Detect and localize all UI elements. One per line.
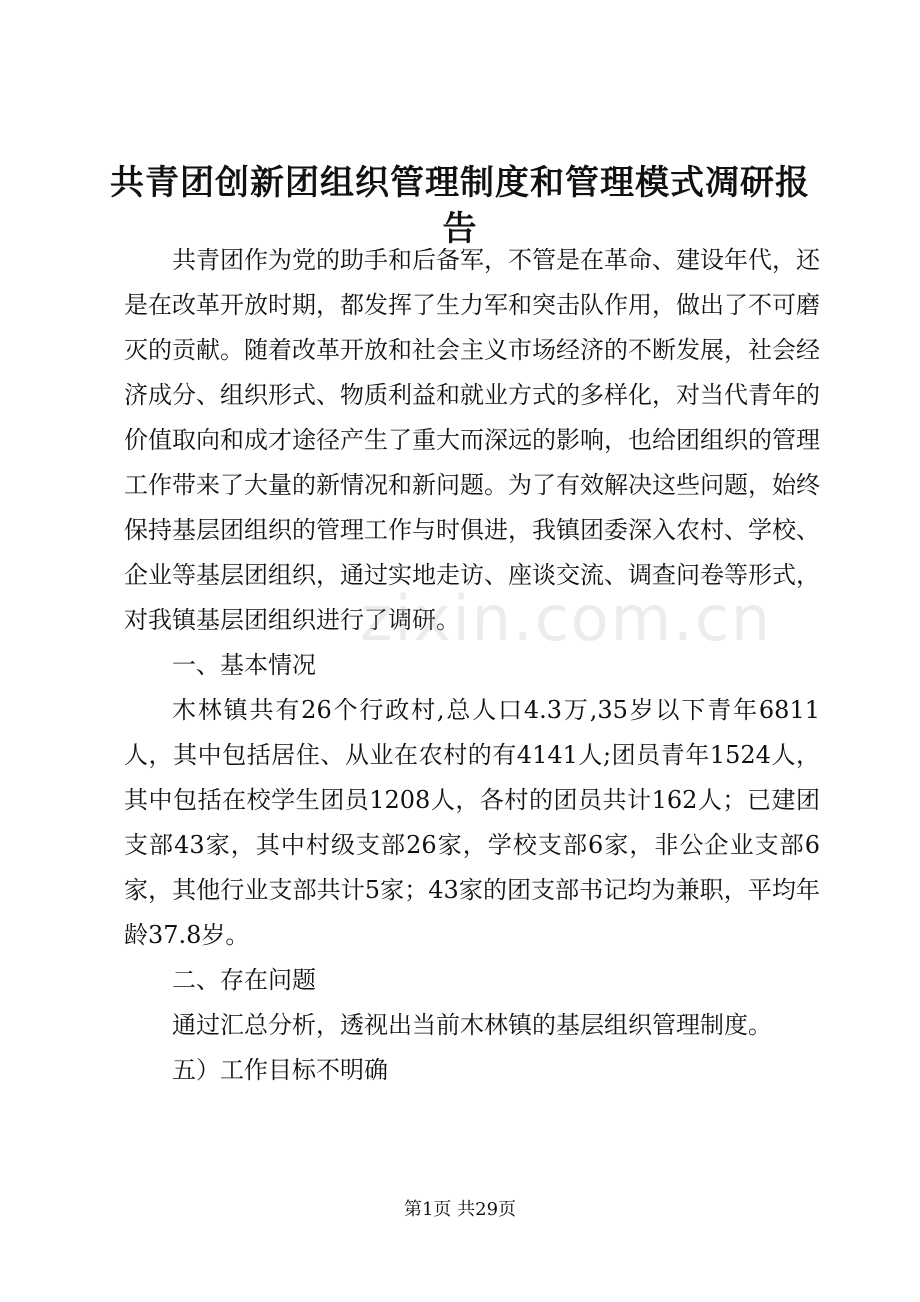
- page-footer: 第1页 共29页: [403, 1199, 517, 1220]
- document-title: 共青团创新团组织管理制度和管理模式凋研报告: [110, 163, 810, 249]
- section-heading-basic: 一、基本情况: [172, 651, 316, 679]
- document-body: [124, 238, 820, 1093]
- paragraph-basic-situation: 木林镇共有26个行政村,总人口4.3万,35岁以下青年6811人，其中包括居住、从业在农村的有4141人;团员青年1524人，其中包括在校学生团员1208人，各村的团员共计162人；已建团支部43家，其中村级支部26家，学校支部6家，非公企业支部6家，其他行业支部共计5家；43家的团支部书记均为兼职，平均年龄37.8岁。: [124, 696, 820, 949]
- paragraph-intro: 共青团作为党的助手和后备军，不管是在革命、建设年代，还是在改革开放时期，都发挥了生力军和突击队作用，做出了不可磨灭的贡献。随着改革开放和社会主义市场经济的不断发展，社会经济成分、组织形式、物质利益和就业方式的多样化，对当代青年的价值取向和成才途径产生了重大而深远的影响，也给团组织的管理工作带来了大量的新情况和新问题。为了有效解决这些问题，始终保持基层团组织的管理工作与时俱进，我镇团委深入农村、学校、企业等基层团组织，通过实地走访、座谈交流、调查问卷等形式，对我镇基层团组织进行了调研。: [124, 246, 820, 634]
- watermark-text: zixin.com.cn: [360, 582, 773, 655]
- section-heading-problems: 二、存在问题: [172, 966, 316, 994]
- subheading-goals: 五）工作目标不明确: [172, 1056, 388, 1084]
- paragraph-problems: 通过汇总分析，透视出当前木林镇的基层组织管理制度。: [172, 1011, 772, 1039]
